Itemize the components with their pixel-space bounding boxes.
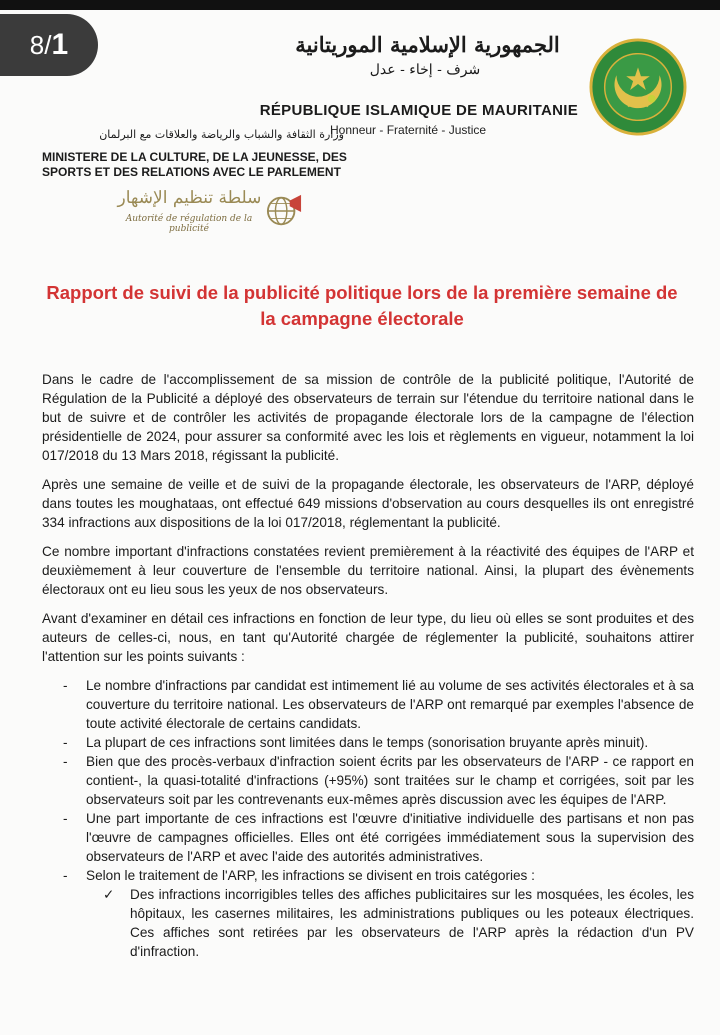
report-title: Rapport de suivi de la publicité politique lors de la première semaine de la campagne électorale [46,282,678,329]
page-current: 1 [51,28,69,61]
points-list [42,676,694,961]
page-total: 8 [29,29,45,60]
authority-logo-fr: Autorité de régulation de la publicité [125,214,253,234]
globe-megaphone-icon [265,193,303,229]
categories-list [86,885,694,961]
top-edge-strip [0,0,720,10]
list-item: - Le nombre d'infractions par candidat est intimement lié au volume de ses activités électorales et à sa couverture du territoire national. Les observateurs de l'ARP ont remarqué par exemples l'absence de toute activité électorale de certains candidats. [63,678,694,731]
motto-ar: شرف - إخاء - عدل [369,62,481,78]
ministry-name-ar: وزارة الثقافة والشباب والرياضة والعلاقات مع البرلمان [99,128,344,141]
authority-logo-ar: سلطة تنظيم الإشهار [117,188,262,208]
list-item: - Une part importante de ces infractions est l'œuvre d'initiative individuelle des partisans et non pas l'œuvre de campagnes officielles. Elles ont été corrigées immédiatement sous la supervision des observateurs de l'ARP et avec l'aide des autorités administratives. [63,811,694,864]
ministry-name-fr: MINISTERE DE LA CULTURE, DE LA JEUNESSE, DES SPORTS ET DES RELATIONS AVEC LE PARLEMENT [42,150,347,179]
list-item: - La plupart de ces infractions sont limitées dans le temps (sonorisation bruyante après minuit). [63,735,649,750]
republic-title-ar: الجمهورية الإسلامية الموريتانية [295,32,560,57]
motto-fr: Honneur - Fraternité - Justice [330,123,487,137]
paragraph-points: Avant d'examiner en détail ces infractions en fonction de leur type, du lieu où elles se sont produites et des auteurs de celles-ci, nous, en tant qu'Autorité chargée de réglementer la publicité, souhaitons attirer l'attention sur les points suivants : [42,611,694,664]
list-item: ✓ Des infractions incorrigibles telles des affiches publicitaires sur les mosquées, les écoles, les hôpitaux, les casernes militaires, les administrations publiques ou les poteaux électriques. Ces affiches sont retirées par les observateurs de l'ARP après la rédaction d'un PV d'infraction. [103,887,694,959]
report-body [42,370,694,961]
national-emblem-icon [589,38,687,136]
checkmark-icon: ✓ [103,887,115,902]
paragraph-missions: Après une semaine de veille et de suivi de la propagande électorale, les observateurs de l'ARP, déployé dans toutes les moughataas, ont effectué 649 missions d'observation au cours desquelles ils ont enregistré 334 infractions aux dispositions de la loi 017/2018, réglementant la publicité. [42,477,694,530]
republic-title-fr: RÉPUBLIQUE ISLAMIQUE DE MAURITANIE [259,102,578,119]
list-item: - Selon le traitement de l'ARP, les infractions se divisent en trois catégories : ✓ Des infractions incorrigibles telles des affiches publicitaires sur les mosquées, les écoles, les hôpitaux, les casernes militaires, les administrations publiques ou les poteaux électriques. Ces affiches sont retirées par les observateurs de l'ARP après la rédaction d'un PV d'infraction. [63,868,694,959]
page-counter: 8 / 1 [0,14,98,76]
paragraph-infractions: Ce nombre important d'infractions constatées revient premièrement à la réactivité des équipes de l'ARP et deuxièmement à leur couverture de l'ensemble du territoire national. Ainsi, la plupart des évènements électoraux ont eu lieu sous les yeux de nos observateurs. [42,544,694,597]
paragraph-intro: Dans le cadre de l'accomplissement de sa mission de contrôle de la publicité politique, l'Autorité de Régulation de la Publicité a déployé des observateurs de terrain sur l'étendue du territoire national dans le but de suivre et de contrôler les activités de propagande électorale lors de la campagne de l'élection présidentielle de 2024, pour assurer sa conformité avec les lois et règlements en vigueur, notamment la loi 017/2018 du 13 Mars 2018, régissant la publicité. [42,372,694,463]
list-item: - Bien que des procès-verbaux d'infraction soient écrits par les observateurs de l'ARP - ce rapport en contient-, la quasi-totalité d'infractions (+95%) sont traitées sur le champ et corrigées, soit par les observateurs soit par les contrevenants eux-mêmes après discussion avec les équipes de l'ARP. [63,754,694,807]
